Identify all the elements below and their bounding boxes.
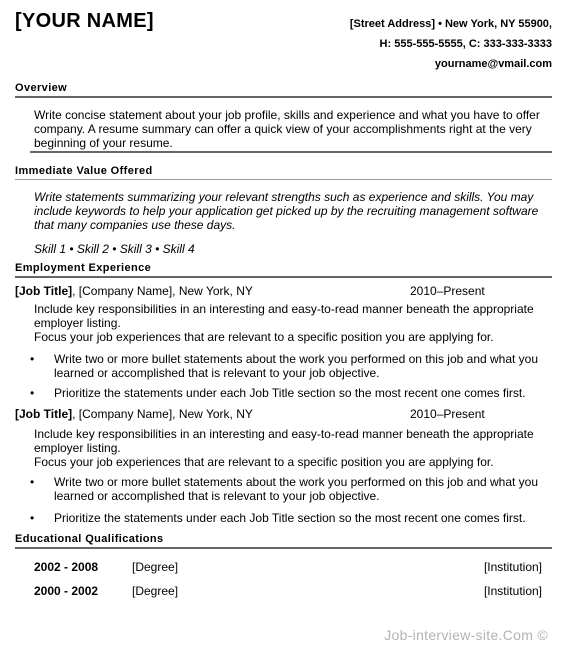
company-location: , [Company Name], New York, NY bbox=[72, 407, 253, 421]
email[interactable]: yourname@vmail.com bbox=[434, 58, 552, 70]
value-text bbox=[34, 190, 538, 232]
company-location: , [Company Name], New York, NY bbox=[72, 284, 253, 298]
education-years: 2000 - 2002 bbox=[34, 584, 99, 598]
overview-heading: Overview bbox=[15, 82, 552, 98]
job-desc-line: Focus your job experiences that are relevant to a specific position you are applying for. bbox=[34, 330, 494, 344]
job-dates: 2010–Present bbox=[410, 407, 485, 421]
skills-list: Skill 1 • Skill 2 • Skill 3 • Skill 4 bbox=[34, 242, 195, 256]
bullet-line: learned or accomplished that is relevant to your job objective. bbox=[54, 489, 380, 503]
overview-line: Write concise statement about your job profile, skills and experience and what you have to offer bbox=[34, 108, 540, 122]
value-line: that many companies use these days. bbox=[34, 218, 236, 232]
job-desc-line: employer listing. bbox=[34, 316, 121, 330]
education-degree: [Degree] bbox=[132, 560, 179, 574]
job-desc-line: Include key responsibilities in an interesting and easy-to-read manner beneath the appropriate bbox=[34, 302, 534, 316]
job-desc-line: Focus your job experiences that are relevant to a specific position you are applying for. bbox=[34, 455, 494, 469]
bullet-line: Write two or more bullet statements about the work you performed on this job and what you bbox=[54, 475, 539, 489]
value-line: include keywords to help your application get picked up by the recruiting management software bbox=[34, 204, 539, 218]
bullet-icon: • bbox=[30, 352, 35, 366]
education-institution: [Institution] bbox=[483, 584, 542, 598]
bullet-line: Prioritize the statements under each Job Title section so the most recent one comes first. bbox=[54, 386, 526, 400]
education-institution: [Institution] bbox=[483, 560, 542, 574]
contact-block bbox=[350, 14, 552, 74]
bullet-line: Write two or more bullet statements about the work you performed on this job and what you bbox=[54, 352, 539, 366]
overview-text bbox=[34, 108, 540, 150]
job-desc-line: Include key responsibilities in an interesting and easy-to-read manner beneath the appropriate bbox=[34, 427, 534, 441]
bullet-icon: • bbox=[30, 475, 35, 489]
job-header bbox=[15, 407, 552, 421]
overview-divider bbox=[30, 151, 552, 153]
address: [Street Address] • New York, NY 55900, bbox=[349, 18, 552, 30]
job-description bbox=[34, 302, 534, 344]
education-years: 2002 - 2008 bbox=[34, 560, 99, 574]
job-header bbox=[15, 284, 552, 298]
education-heading: Educational Qualifications bbox=[15, 533, 552, 549]
job-title: [Job Title] bbox=[15, 284, 73, 298]
bullet-line: learned or accomplished that is relevant to your job objective. bbox=[54, 366, 380, 380]
overview-line: company. A resume summary can offer a quick view of your accomplishments right at the very bbox=[34, 122, 532, 136]
employment-heading: Employment Experience bbox=[15, 262, 552, 278]
resume-name: [YOUR NAME] bbox=[15, 10, 154, 32]
job-description bbox=[34, 427, 534, 469]
value-line: Write statements summarizing your relevant strengths such as experience and skills. You may bbox=[34, 190, 534, 204]
bullet-line: Prioritize the statements under each Job Title section so the most recent one comes first. bbox=[54, 511, 526, 525]
phone-numbers: H: 555-555-5555, C: 333-333-3333 bbox=[379, 38, 552, 50]
job-dates: 2010–Present bbox=[410, 284, 485, 298]
bullet-icon: • bbox=[30, 386, 35, 400]
bullet-icon: • bbox=[30, 511, 35, 525]
overview-line: beginning of your resume. bbox=[34, 136, 173, 150]
watermark: Job-interview-site.Com © bbox=[384, 627, 548, 643]
education-degree: [Degree] bbox=[132, 584, 179, 598]
job-title: [Job Title] bbox=[15, 407, 73, 421]
value-heading: Immediate Value Offered bbox=[15, 165, 552, 180]
job-desc-line: employer listing. bbox=[34, 441, 121, 455]
